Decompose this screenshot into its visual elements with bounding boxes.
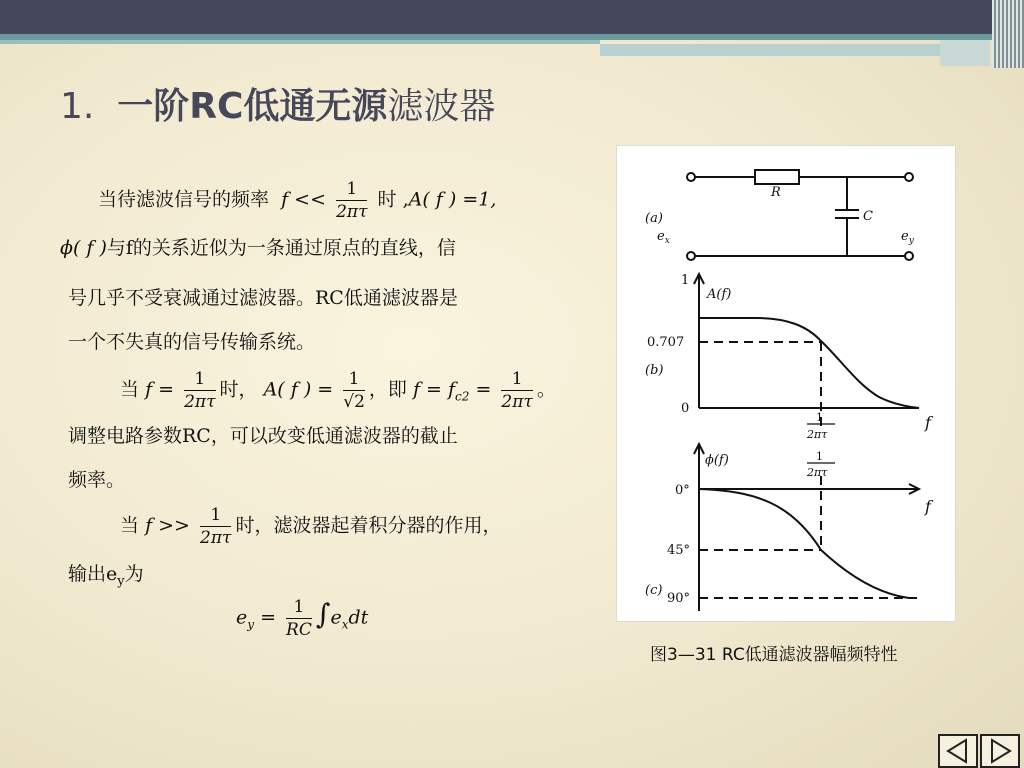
label-a: (a) xyxy=(645,211,663,226)
svg-text:2πτ: 2πτ xyxy=(807,428,828,441)
slide-title xyxy=(60,78,495,129)
svg-text:1: 1 xyxy=(681,273,690,288)
label-c: (c) xyxy=(645,583,663,598)
label-ey: $e_y$ xyxy=(901,229,914,246)
next-slide-button[interactable] xyxy=(980,734,1020,768)
rc-filter-figure xyxy=(616,145,956,622)
top-bar xyxy=(0,0,1024,34)
decor-stripe xyxy=(940,40,990,66)
svg-text:45°: 45° xyxy=(667,543,691,558)
fraction: $\frac{1}{2\pi\tau}$ xyxy=(336,179,368,222)
prev-slide-button[interactable] xyxy=(938,734,978,768)
label-C: C xyxy=(863,209,873,224)
triangle-right-icon xyxy=(982,736,1018,766)
svg-text:0°: 0° xyxy=(675,483,690,498)
body-line-9: 输出$e_y$为 xyxy=(68,563,144,589)
svg-text:f: f xyxy=(925,413,931,432)
figure-caption: 图3—31 RC低通滤波器幅频特性 xyxy=(650,645,898,665)
body-line-7: 频率。 xyxy=(68,469,126,491)
triangle-left-icon xyxy=(940,736,976,766)
label-b: (b) xyxy=(645,363,664,378)
body-line-1: 当待滤波信号的频率 f << $\frac{1}{2\pi\tau}$ 时 ,A( f ) =1, xyxy=(98,179,497,222)
svg-text:1: 1 xyxy=(816,450,823,463)
decor-lines xyxy=(992,0,1024,68)
title-bold: 一阶RC低通无源 xyxy=(117,86,388,127)
body-line-4: 一个不失真的信号传输系统。 xyxy=(68,331,316,353)
title-rest: 滤波器 xyxy=(387,86,496,127)
decor-stripe xyxy=(600,44,940,56)
body-line-6: 调整电路参数RC，可以改变低通滤波器的截止 xyxy=(68,425,458,447)
svg-text:1: 1 xyxy=(816,411,823,424)
label-Af: A(f) xyxy=(707,287,732,302)
decor-stripe xyxy=(0,40,600,44)
body-line-5: 当 f = $\frac{1}{2\pi\tau}$ 时， A( f ) = $\frac{1}{√2}$ ，即 $f = f_{c2}$ = $\frac{1}{2\pi\tau}$ 。 xyxy=(120,369,556,412)
integral-formula: $e_y$ = $\frac{1}{RC}$ $\int e_xdt$ xyxy=(236,597,369,640)
label-phif: ϕ(f) xyxy=(705,453,729,468)
body-line-3: 号几乎不受衰减通过滤波器。RC低通滤波器是 xyxy=(68,287,458,309)
label-0707: 0.707 xyxy=(647,335,685,350)
svg-text:90°: 90° xyxy=(667,591,691,606)
body-line-8: 当 f >> $\frac{1}{2\pi\tau}$ 时，滤波器起着积分器的作用， xyxy=(120,505,502,548)
title-number: 1. xyxy=(60,86,95,127)
svg-text:0: 0 xyxy=(681,401,690,416)
label-ex: $e_x$ xyxy=(657,229,670,246)
body-line-2: ϕ( f )与f的关系近似为一条通过原点的直线，信 xyxy=(60,237,456,259)
svg-text:2πτ: 2πτ xyxy=(807,466,828,479)
svg-text:f: f xyxy=(925,497,931,516)
label-R: R xyxy=(771,185,781,200)
